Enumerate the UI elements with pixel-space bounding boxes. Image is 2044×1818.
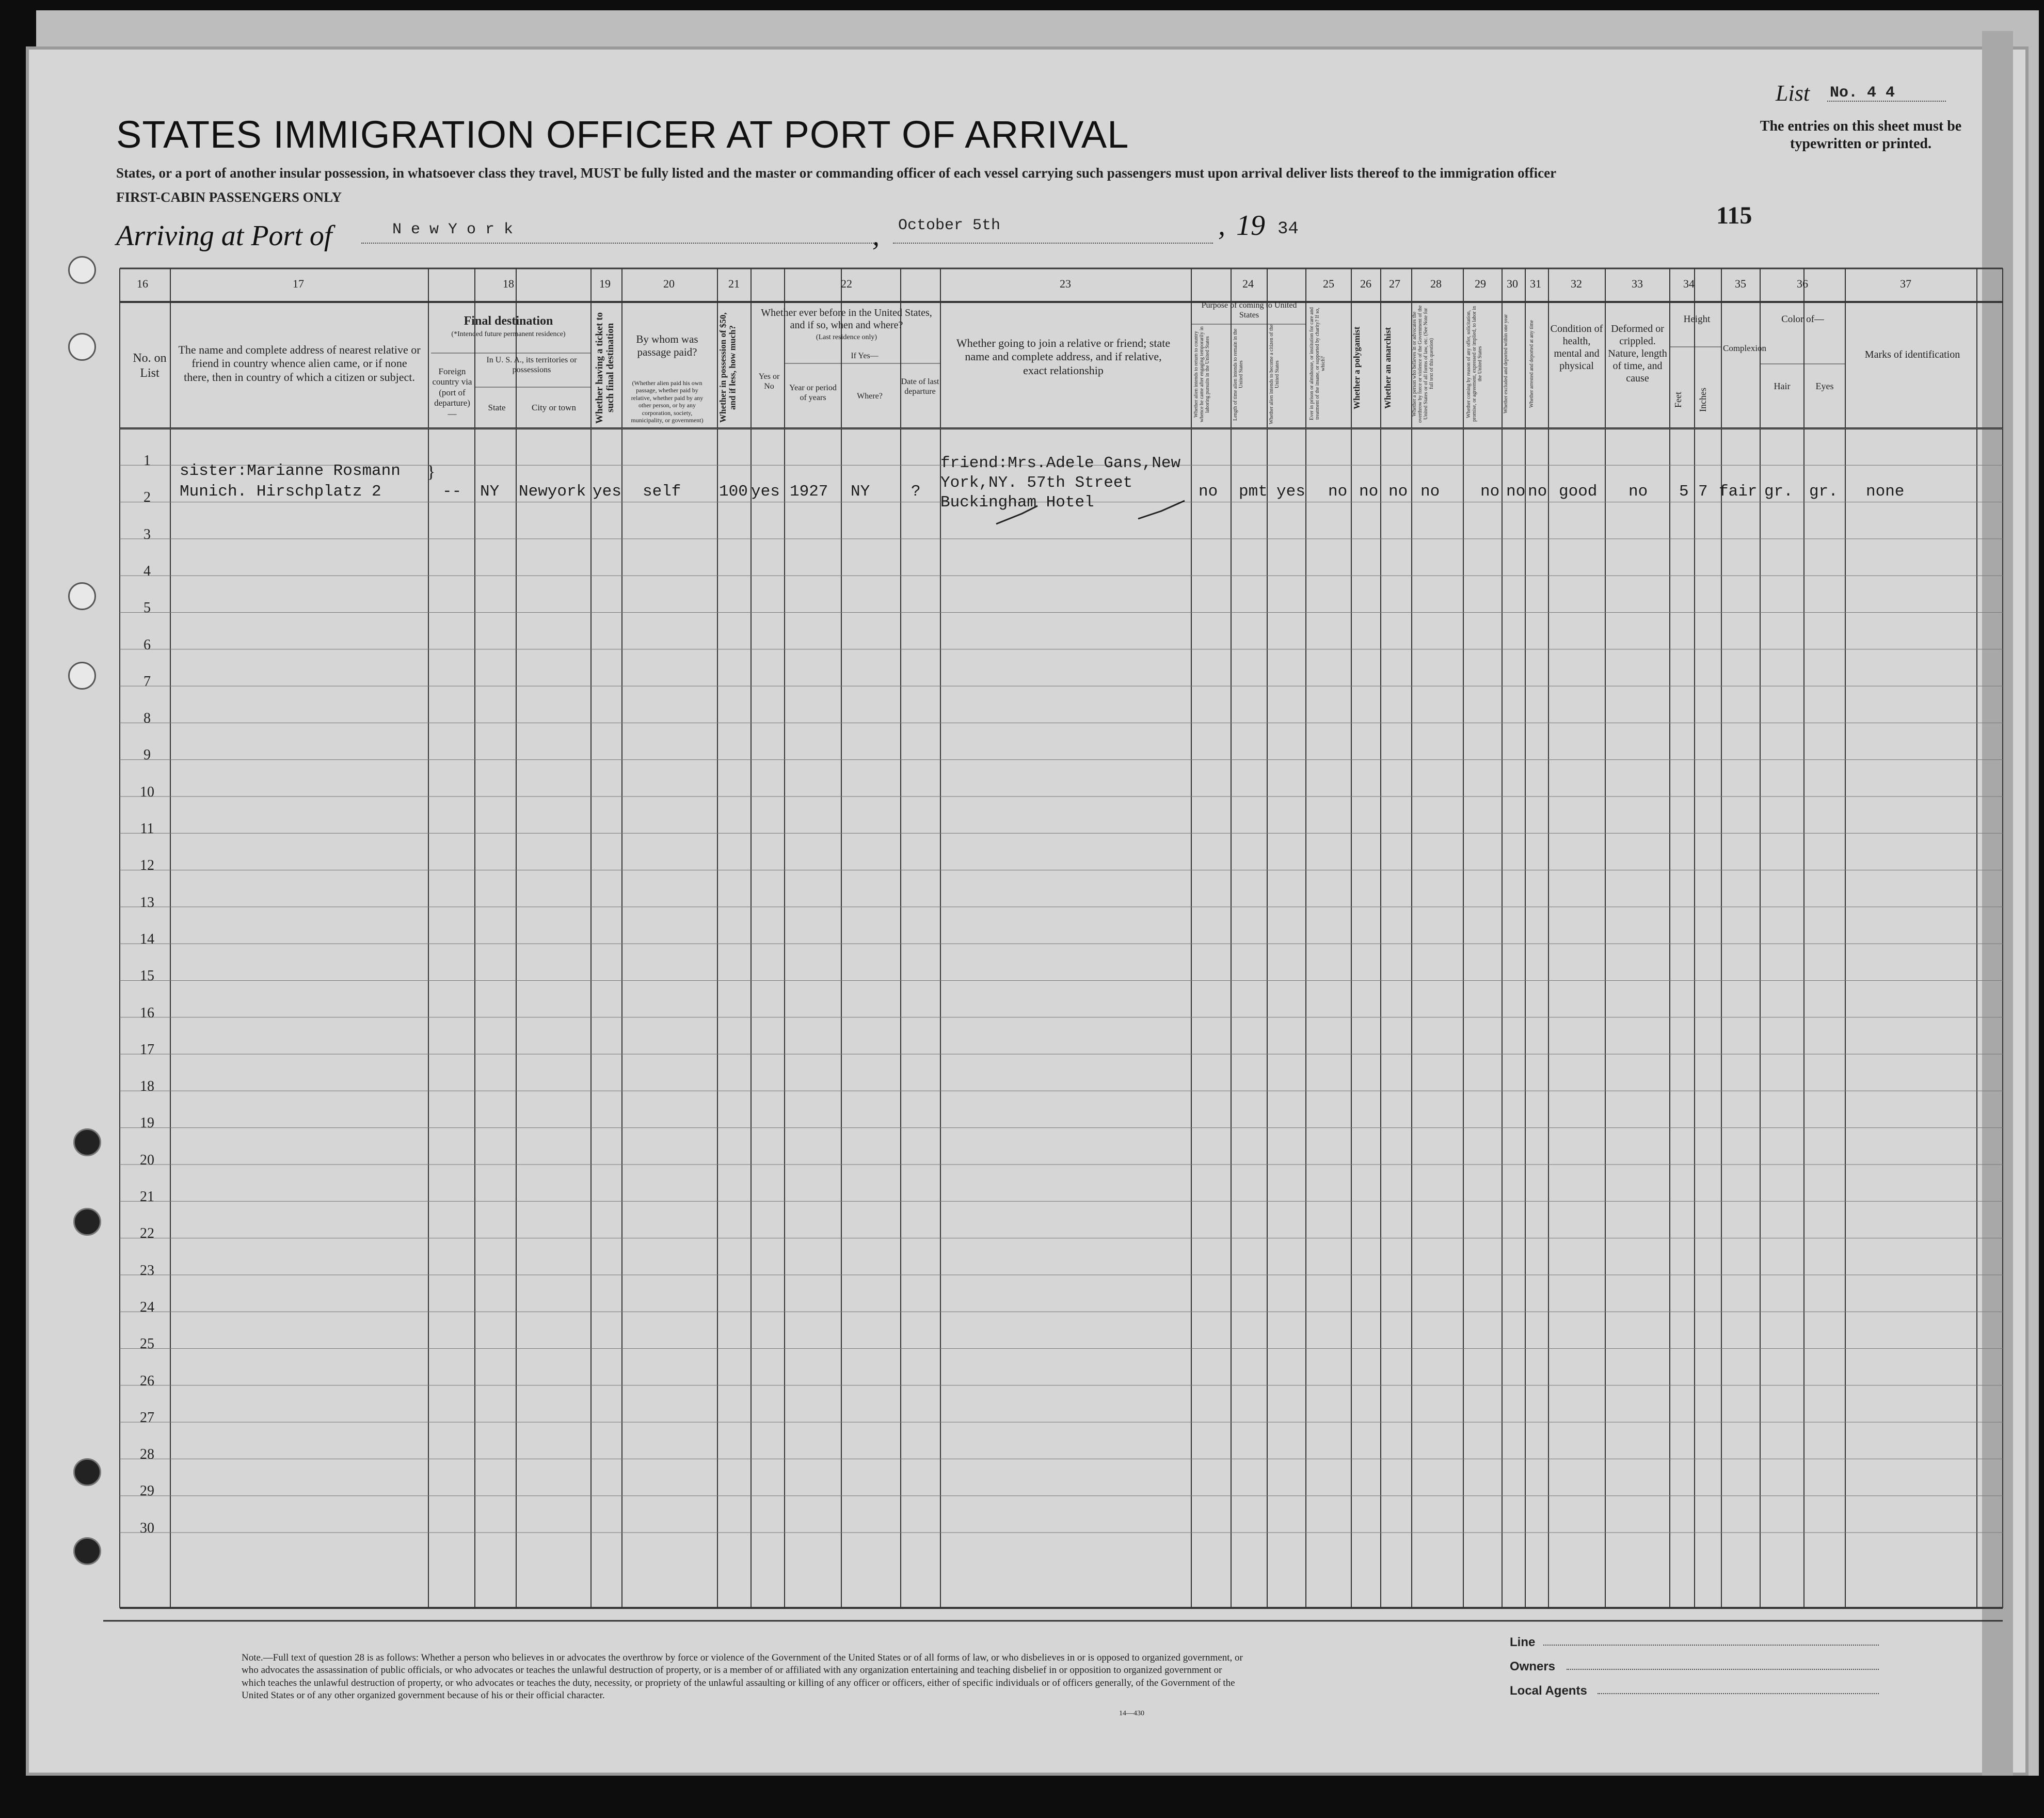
row-number: 10 [140,784,154,800]
row-number: 19 [140,1115,154,1131]
row1-citizen-intent: yes [1276,483,1305,501]
row1-money: 100 [719,483,748,501]
header-fifty-dollars: Whether in possession of $50, and if less, how much? [718,312,738,423]
row-number: 6 [143,636,151,653]
form-title: STATES IMMIGRATION OFFICER AT PORT OF ARRIVAL [116,113,1129,156]
header-citizen-intent: Whether alien intends to become a citizen of the United States [1269,324,1280,425]
column-number: 34 [1683,277,1695,290]
year-suffix: 34 [1278,219,1299,239]
header-ever-before: Whether ever before in the United States, and if so, when and where? [761,307,932,331]
row-number: 20 [140,1152,154,1168]
row1-offer: no [1480,483,1500,501]
row1-joining-line2: York,NY. 57th Street [940,474,1133,492]
column-number: 22 [841,277,852,290]
header-state: State [488,403,506,412]
header-overthrow: Whether a person who believes in or advocates the overthrow by force or violence of the Government of the United States or of all forms of law, etc. (See Note for full text of this question) [1412,305,1434,423]
header-hair: Hair [1774,381,1791,391]
header-joining: Whether going to join a relative or friend; state name and complete address, and if relative, exact relationship [956,337,1171,377]
header-final-destination-sub: (*Intended future permanent residence) [451,330,566,338]
header-offer: Whether coming by reason of any offer, solicitation, promise, or agreement, expressed or implied, to labor in the United States [1466,306,1483,422]
header-deformed: Deformed or crippled. Nature, length of time, and cause [1608,323,1667,384]
row-number: 3 [143,526,151,543]
row1-hair: gr. [1764,483,1793,501]
header-last-departure: Date of last departure [901,377,939,396]
column-number: 37 [1900,277,1911,290]
header-if-yes: If Yes— [851,352,879,360]
header-paid-by-sub: (Whether alien paid his own passage, whether paid by relative, whether paid by any other person, or by any corporation, society, municipality, or government) [631,379,704,424]
header-height: Height [1683,314,1711,325]
row-number: 24 [140,1299,154,1315]
row1-last-departure: ? [911,483,921,501]
column-number: 35 [1735,277,1746,290]
row-number: 28 [140,1446,154,1463]
row-number: 12 [140,857,154,874]
header-year: Year or period of years [789,384,837,403]
row1-foreign-via: -- [442,483,462,501]
row1-joining-line3: Buckingham Hotel [940,493,1094,512]
row-number: 29 [140,1483,154,1500]
header-excluded: Whether excluded and deported within one year [1503,314,1509,414]
row-number: 18 [140,1078,154,1095]
row1-length-stay: pmt [1239,483,1268,501]
row-number: 8 [143,710,151,727]
column-number: 28 [1430,277,1442,290]
column-number: 23 [1060,277,1071,290]
header-inches: Inches [1698,388,1708,412]
row1-excluded: no [1506,483,1526,501]
column-number: 33 [1632,277,1643,290]
row-number: 21 [140,1189,154,1205]
row-number: 4 [143,563,151,579]
header-in-usa: In U. S. A., its territories or possessions [486,356,577,375]
row1-eyes: gr. [1809,483,1838,501]
row1-prison: no [1328,483,1348,501]
row1-arrested: no [1528,483,1547,501]
row-number: 17 [140,1041,154,1058]
row1-polygamist: no [1359,483,1379,501]
column-number: 21 [728,277,740,290]
row1-before-yes-no: yes [751,483,780,501]
bracket-mark: } [427,463,436,482]
row-number: 25 [140,1336,154,1352]
line-dots [1543,1645,1879,1646]
column-number: 36 [1797,277,1808,290]
header-final-destination: Final destination [464,314,553,328]
row-number: 11 [140,821,154,837]
header-prison: Ever in prison or almshouse, or institution for care and treatment of the insane, or supported by charity? If so, which? [1309,307,1326,421]
port-value: N e w Y o r k [392,221,514,238]
row1-state: NY [480,483,500,501]
column-number: 26 [1360,277,1371,290]
list-label: List [1776,81,1810,106]
row1-anarchist: no [1388,483,1408,501]
column-number: 29 [1475,277,1486,290]
owners-dots [1567,1669,1879,1670]
row1-return-intent: no [1199,483,1218,501]
header-relative: The name and complete address of nearest relative or friend in country whence alien came, or if none there, then in country of which a citizen or subject. [178,343,421,384]
column-number: 24 [1242,277,1254,290]
row1-overthrow: no [1420,483,1440,501]
header-health: Condition of health, mental and physical [1550,323,1603,372]
row1-paid-by: self [643,483,681,501]
year-prefix: 19 [1236,210,1265,242]
class-line: FIRST-CABIN PASSENGERS ONLY [116,189,342,205]
header-polygamist: Whether a polygamist [1352,326,1362,409]
column-number: 32 [1571,277,1582,290]
column-number: 30 [1507,277,1518,290]
header-color-of: Color of— [1781,314,1824,325]
header-anarchist: Whether an anarchist [1383,327,1393,409]
row-number: 26 [140,1373,154,1389]
row1-feet: 5 [1679,483,1689,501]
row1-relative-line1: sister:Marianne Rosmann [180,462,401,480]
row1-health: good [1559,483,1598,501]
column-number: 25 [1323,277,1334,290]
header-no-on-list: No. on List [133,352,167,380]
agents-dots [1598,1693,1879,1694]
column-number: 19 [599,277,611,290]
footnote-question-28: Note.—Full text of question 28 is as follows: Whether a person who believes in or advocates the overthrow by force or violence of the Government of the United States or of all forms of law, or who disbelieves in or is opposed to organized government, or who advocates the assassination of public officials, or who advocates or teaches the unlawful destruction of property, or is a member of or affiliated with any organization entertaining and teaching disbelief in or opposition to organized government or which teaches the unlawful destruction of property, or who advocates or teaches the duty, necessity, or propriety of the unlawful assaulting or killing of any officer or officers, either of specific individuals or of officers generally, of the Government of the United States or of any other organized government because of his or their official character. [242,1652,1243,1701]
row1-joining-line1: friend:Mrs.Adele Gans,New [940,454,1181,472]
column-number: 31 [1530,277,1541,290]
row-number: 5 [143,600,151,616]
comma: , [872,220,880,252]
form-subtitle: States, or a port of another insular possession, in whatsoever class they travel, MUST be fully listed and the master or commanding officer of each vessel carrying such passengers must upon arrival deliver lists thereof to the immigration officer [116,165,1557,181]
column-number: 18 [503,277,514,290]
header-arrested: Whether arrested and deported at any time [1529,320,1535,408]
row-number: 23 [140,1262,154,1279]
check-marks [981,465,1197,532]
row1-before-year: 1927 [790,483,828,501]
header-length-stay: Length of time alien intends to remain in the United States [1233,328,1244,421]
line-label: Line [1510,1635,1536,1649]
comma-2: , [1218,210,1225,242]
row1-inches: 7 [1698,483,1708,501]
row-number: 30 [140,1520,154,1536]
header-eyes: Eyes [1815,381,1834,391]
header-feet: Feet [1673,392,1683,408]
row1-relative-line2: Munich. Hirschplatz 2 [180,483,381,501]
list-number: No. 4 4 [1830,84,1895,102]
header-ticket: Whether having a ticket to such final destination [594,312,616,424]
row1-deformed: no [1628,483,1648,501]
header-city: City or town [532,403,576,412]
header-return-intent: Whether alien intends to return to country whence he came after engaging temporarily in laboring pursuits in the United States [1193,326,1210,423]
header-where: Where? [857,392,883,401]
row-number: 22 [140,1225,154,1242]
local-agents-label: Local Agents [1510,1684,1587,1698]
header-yes-no: Yes or No [758,372,780,391]
row-number: 9 [143,747,151,763]
row-number: 7 [143,673,151,690]
column-number: 27 [1389,277,1400,290]
row-number: 1 [143,453,151,469]
form-code: 14—430 [1119,1710,1144,1717]
row1-ticket: yes [593,483,621,501]
row-number: 2 [143,489,151,506]
header-complexion: Complexion [1723,343,1767,353]
header-marks: Marks of identification [1864,349,1960,360]
column-number: 16 [137,277,148,290]
row-number: 27 [140,1409,154,1426]
row-number: 16 [140,1004,154,1021]
row-number: 14 [140,931,154,947]
date-value: October 5th [898,217,1001,234]
column-number: 17 [293,277,304,290]
header-foreign-via: Foreign country via (port of departure)— [432,366,472,419]
row1-before-where: NY [851,483,870,501]
column-number: 20 [663,277,675,290]
header-paid-by: By whom was passage paid? [636,333,698,359]
row-number: 13 [140,894,154,911]
row1-city: Newyork [519,483,586,501]
owners-label: Owners [1510,1660,1556,1673]
page-stamp: 115 [1716,202,1752,229]
entries-note: The entries on this sheet must be typewritten or printed. [1760,118,1962,152]
row-number: 15 [140,968,154,984]
arriving-label: Arriving at Port of [116,220,332,252]
row1-marks: none [1866,483,1905,501]
header-ever-before-sub: (Last residence only) [816,333,877,341]
row1-complexion: fair [1719,483,1758,501]
header-purpose: Purpose of coming to United States [1201,301,1297,320]
